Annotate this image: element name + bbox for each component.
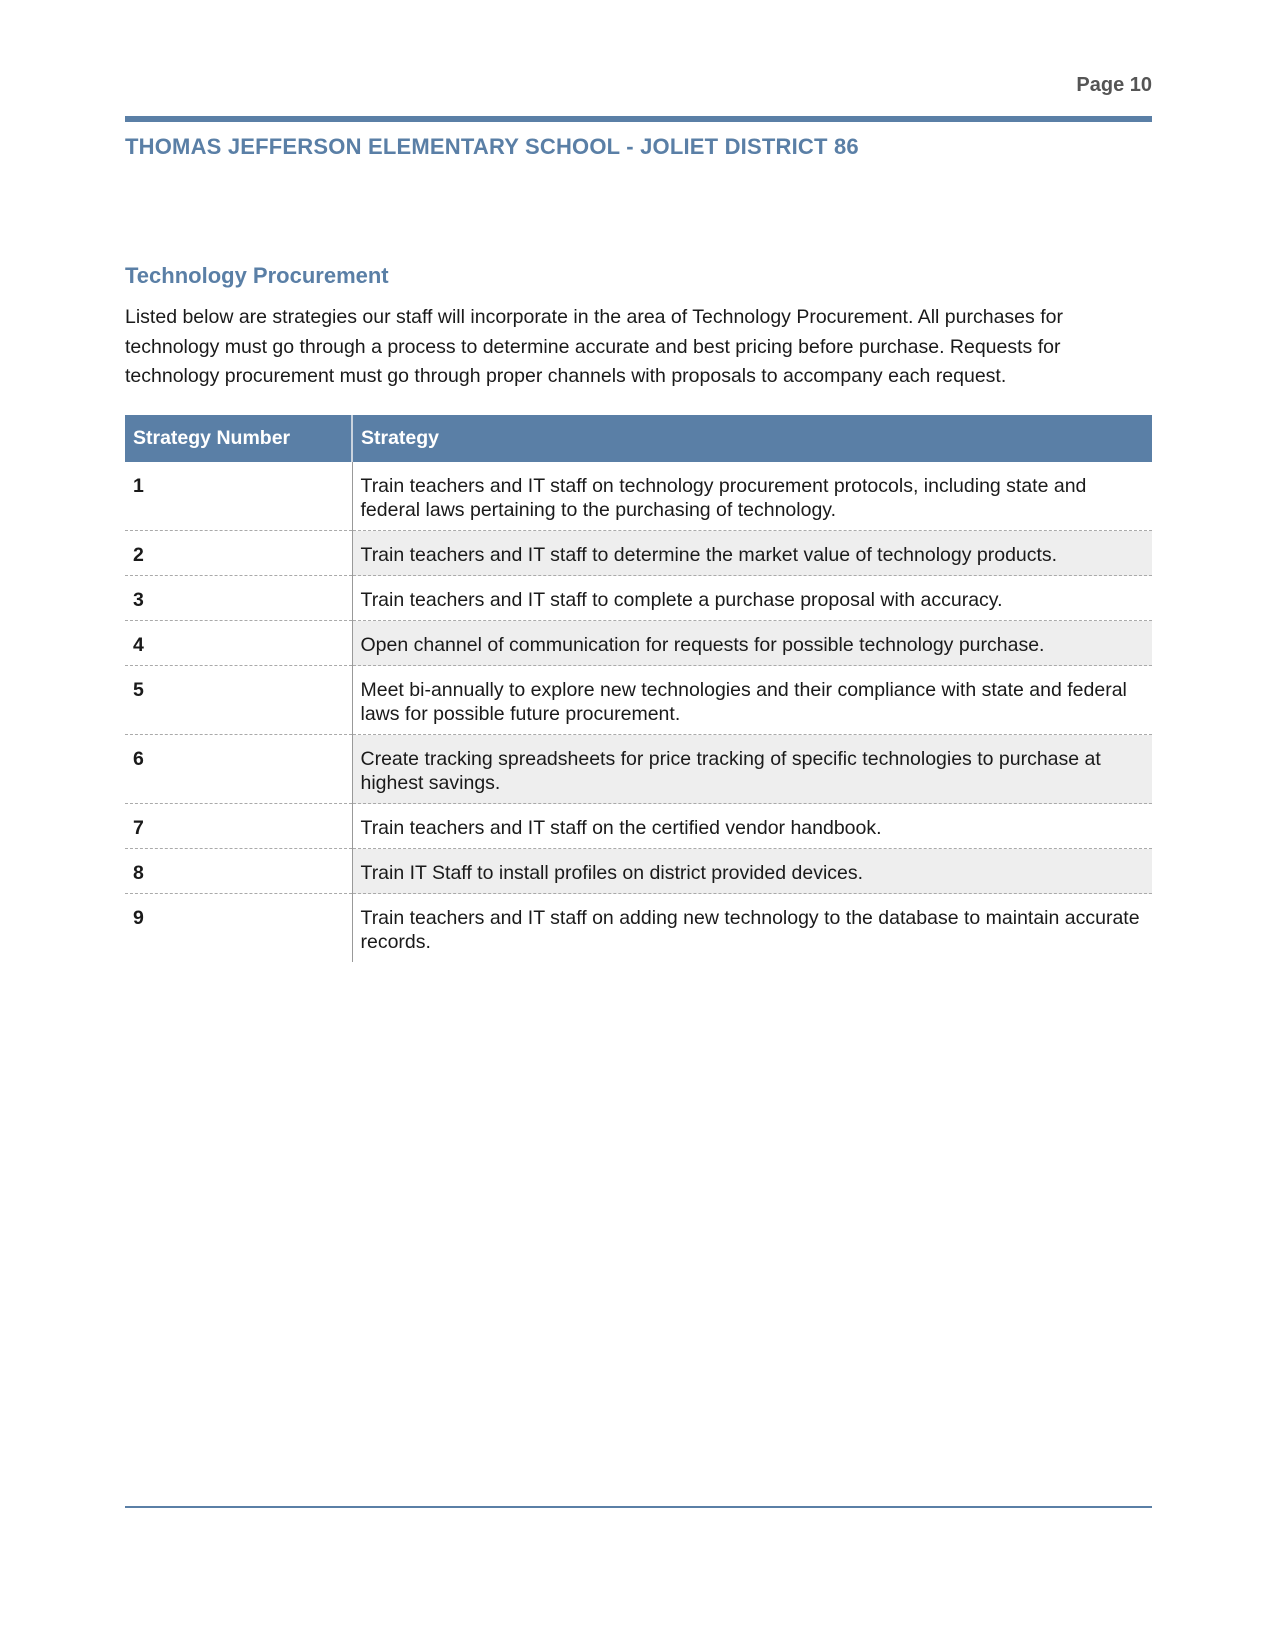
footer-rule: [125, 1506, 1152, 1508]
strategy-number: 1: [125, 462, 352, 531]
intro-paragraph: Listed below are strategies our staff will incorporate in the area of Technology Procurement. All purchases for technology must go through a process to determine accurate and best pricing before purchase. Requests for technology procurement must go through proper channels with proposals to accompany each request.: [125, 306, 1063, 387]
table-row: [125, 666, 1152, 735]
table-row: [125, 804, 1152, 849]
table-header-row: [125, 415, 1152, 462]
strategy-number: 8: [125, 849, 352, 894]
column-header-number: Strategy Number: [125, 415, 352, 462]
strategy-number: 2: [125, 531, 352, 576]
strategy-number: 6: [125, 735, 352, 804]
table-row: [125, 735, 1152, 804]
header-rule: [125, 116, 1152, 122]
strategy-text: Train teachers and IT staff to determine the market value of technology products.: [352, 531, 1152, 576]
table-row: [125, 531, 1152, 576]
table-row: [125, 621, 1152, 666]
school-title: THOMAS JEFFERSON ELEMENTARY SCHOOL - JOLIET DISTRICT 86: [125, 134, 859, 159]
table-row: [125, 576, 1152, 621]
strategy-text: Meet bi-annually to explore new technologies and their compliance with state and federal laws for possible future procurement.: [352, 666, 1152, 735]
strategy-text: Create tracking spreadsheets for price tracking of specific technologies to purchase at highest savings.: [352, 735, 1152, 804]
table-row: [125, 849, 1152, 894]
strategy-table: [125, 415, 1152, 962]
strategy-text: Train IT Staff to install profiles on district provided devices.: [352, 849, 1152, 894]
strategy-text: Train teachers and IT staff on adding new technology to the database to maintain accurate records.: [360, 907, 1140, 953]
strategy-text: Train teachers and IT staff on technology procurement protocols, including state and federal laws pertaining to the purchasing of technology.: [352, 462, 1152, 531]
strategy-text: Open channel of communication for requests for possible technology purchase.: [352, 621, 1152, 666]
section-heading: Technology Procurement: [125, 263, 389, 288]
strategy-text: Train teachers and IT staff to complete a purchase proposal with accuracy.: [352, 576, 1152, 621]
strategy-number: 7: [125, 804, 352, 849]
column-header-strategy: Strategy: [352, 415, 1152, 462]
page-number: Page 10: [1076, 74, 1152, 96]
strategy-number: 5: [125, 666, 352, 735]
strategy-text: Train teachers and IT staff on the certified vendor handbook.: [352, 804, 1152, 849]
strategy-number: 3: [125, 576, 352, 621]
strategy-number: 9: [125, 894, 352, 963]
table-row: [125, 894, 1152, 963]
strategy-number: 4: [125, 621, 352, 666]
table-row: [125, 462, 1152, 531]
